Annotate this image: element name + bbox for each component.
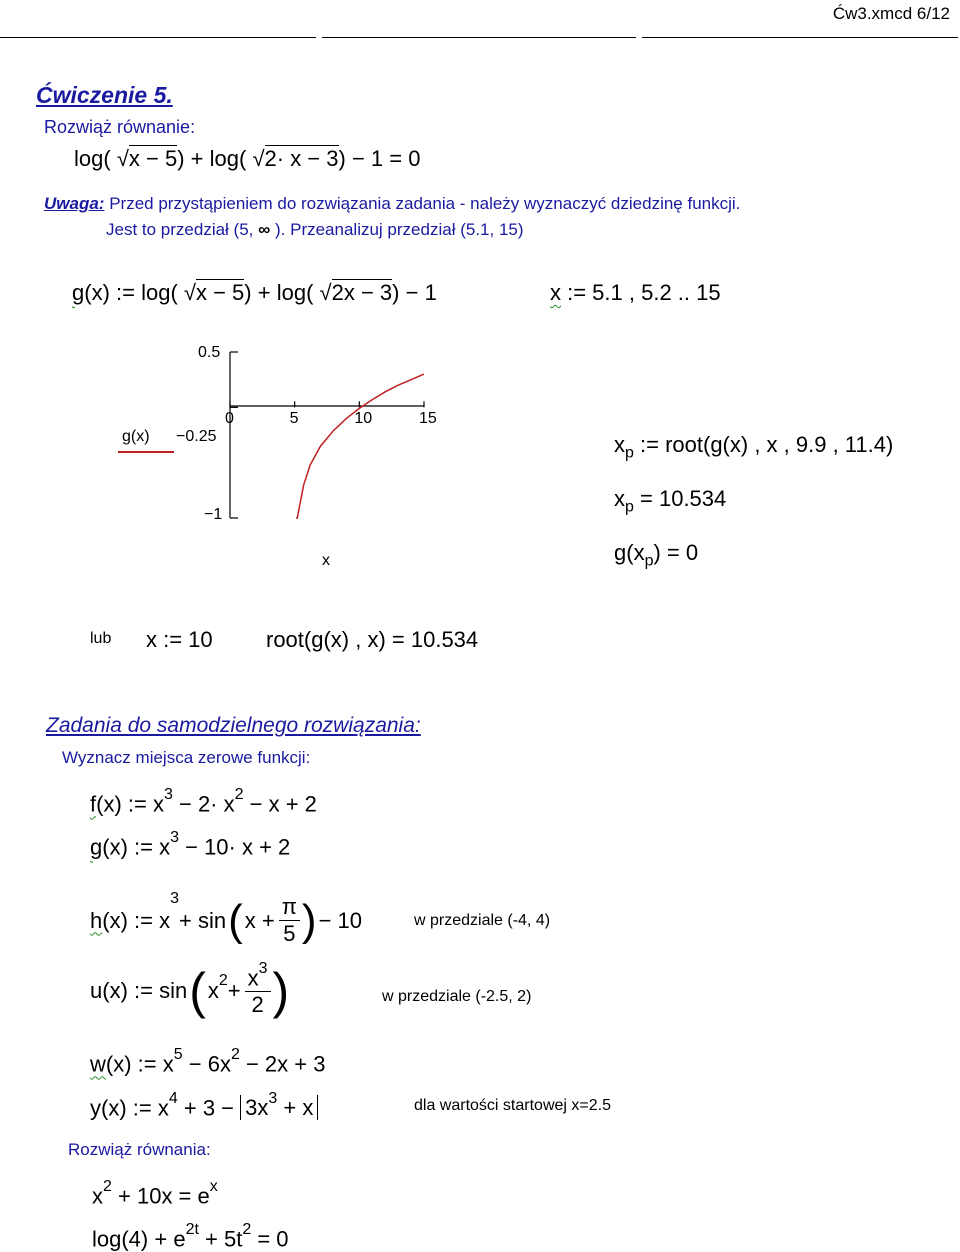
g2-definition: g(x) := $x^3 - 10\cdot x + 2$ xyxy=(90,829,291,860)
sqrt-icon: √ xyxy=(319,280,332,305)
y-note: dla wartości startowej x=2.5 xyxy=(414,1097,611,1114)
solve-label: Rozwiąż równania: xyxy=(68,1140,211,1159)
tasks-instruction: Wyznacz miejsca zerowe funkcji: xyxy=(62,748,311,767)
plot-area xyxy=(220,350,430,520)
exercise-title: Ćwiczenie 5. xyxy=(36,82,173,108)
g-def-a: (x) := log xyxy=(84,280,171,305)
range-var: x xyxy=(550,280,561,305)
plot-x-tick-label: 5 xyxy=(289,410,299,427)
plot-y-label: g(x) xyxy=(122,428,150,445)
w-definition: w(x) := $x^5 - 6x^2 - 2x + 3$ xyxy=(90,1046,326,1077)
plot-y-tick-mid: −0.25 xyxy=(176,428,217,445)
equation-1: $x^2 + 10x = e^x$ xyxy=(92,1178,218,1209)
plot-x-tick-label: 10 xyxy=(354,410,373,427)
note-text-2c: (5.1, 15) xyxy=(460,220,524,239)
g-def-d: 2x − 3 xyxy=(331,280,393,305)
plot-series-g xyxy=(296,374,424,518)
f-definition: f(x) := $x^3 - 2\cdot x^2 - x + 2$ xyxy=(90,786,317,817)
h-note: w przedziale (-4, 4) xyxy=(414,912,551,929)
note-text-2b: ). Przeanalizuj przedział xyxy=(275,220,456,239)
infinity-icon: ∞ xyxy=(258,220,271,239)
range-definition xyxy=(550,280,721,306)
header-rule-1 xyxy=(0,37,316,38)
exercise-instruction: Rozwiąż równanie: xyxy=(44,117,196,137)
note-text-1: Przed przystąpieniem do rozwiązania zadania - należy wyznaczyć dziedzinę funkcji. xyxy=(109,194,741,213)
range-def: := 5.1 , 5.2 .. 15 xyxy=(561,280,721,305)
note-label: Uwaga: xyxy=(44,194,105,213)
eq-arg-2: 2· x − 3 xyxy=(264,146,339,171)
g-def-e: − 1 xyxy=(405,280,437,305)
note-text-2a: Jest to przedział (5, xyxy=(106,220,254,239)
root-expression: root(g(x) , x) = 10.534 xyxy=(266,627,479,652)
page-label: Ćw3.xmcd 6/12 xyxy=(832,4,950,23)
eq-tail: − 1 = 0 xyxy=(351,146,421,171)
g-name: g xyxy=(72,280,85,305)
xp-definition: $x_p$ := root(g(x) , x , 9.9 , 11.4) xyxy=(614,432,894,462)
xp-result: $x_p = 10.534$ xyxy=(614,486,727,516)
g-definition: g(x) := log( √x − 5) + log( √2x − 3) − 1 xyxy=(72,280,437,305)
g-def-b: x − 5 xyxy=(195,280,245,305)
x-assign: x := 10 xyxy=(146,627,213,652)
sqrt-icon: √ xyxy=(252,146,265,171)
header-rule-2 xyxy=(322,37,636,38)
g-def-c: + log xyxy=(257,280,307,305)
plot-y-tick-bottom: −1 xyxy=(204,506,223,523)
sqrt-icon: √ xyxy=(183,280,196,305)
equation-2: $\log(4) + e^{2t} + 5t^2 = 0$ xyxy=(92,1221,289,1252)
u-note: w przedziale (-2.5, 2) xyxy=(382,988,532,1005)
lub-label: lub xyxy=(90,630,112,647)
eq-log-2: + log xyxy=(190,146,239,171)
tasks-heading: Zadania do samodzielnego rozwiązania: xyxy=(46,714,421,737)
exercise-equation: log( √x − 5) + log( √2· x − 3) − 1 = 0 xyxy=(74,146,421,171)
plot-x-tick-label: 0 xyxy=(225,410,234,427)
h-definition: h (x) := x $^3$ + sin ( x + $\frac{\pi}{5}$ ) − 10 xyxy=(90,890,362,946)
note-line-2 xyxy=(106,220,524,240)
u-definition: u (x) := sin ( x $^2$ + $\frac{x^3}{2}$ ) xyxy=(90,959,290,1019)
header-rule-3 xyxy=(642,37,958,38)
plot-x-tick-label: 15 xyxy=(419,410,437,427)
sqrt-icon: √ xyxy=(116,146,129,171)
note-line-1 xyxy=(44,194,740,214)
plot-y-tick-top: 0.5 xyxy=(198,344,221,361)
g-of-xp: $g(x_p) = 0$ xyxy=(614,540,699,570)
y-definition: y(x) := $x^4 + 3 - 3x^3 + x$ xyxy=(90,1094,318,1121)
eq-arg-1: x − 5 xyxy=(128,146,178,171)
plot-legend-line xyxy=(118,451,174,453)
plot-x-label: x xyxy=(322,552,330,569)
eq-log-1: log xyxy=(74,146,104,171)
